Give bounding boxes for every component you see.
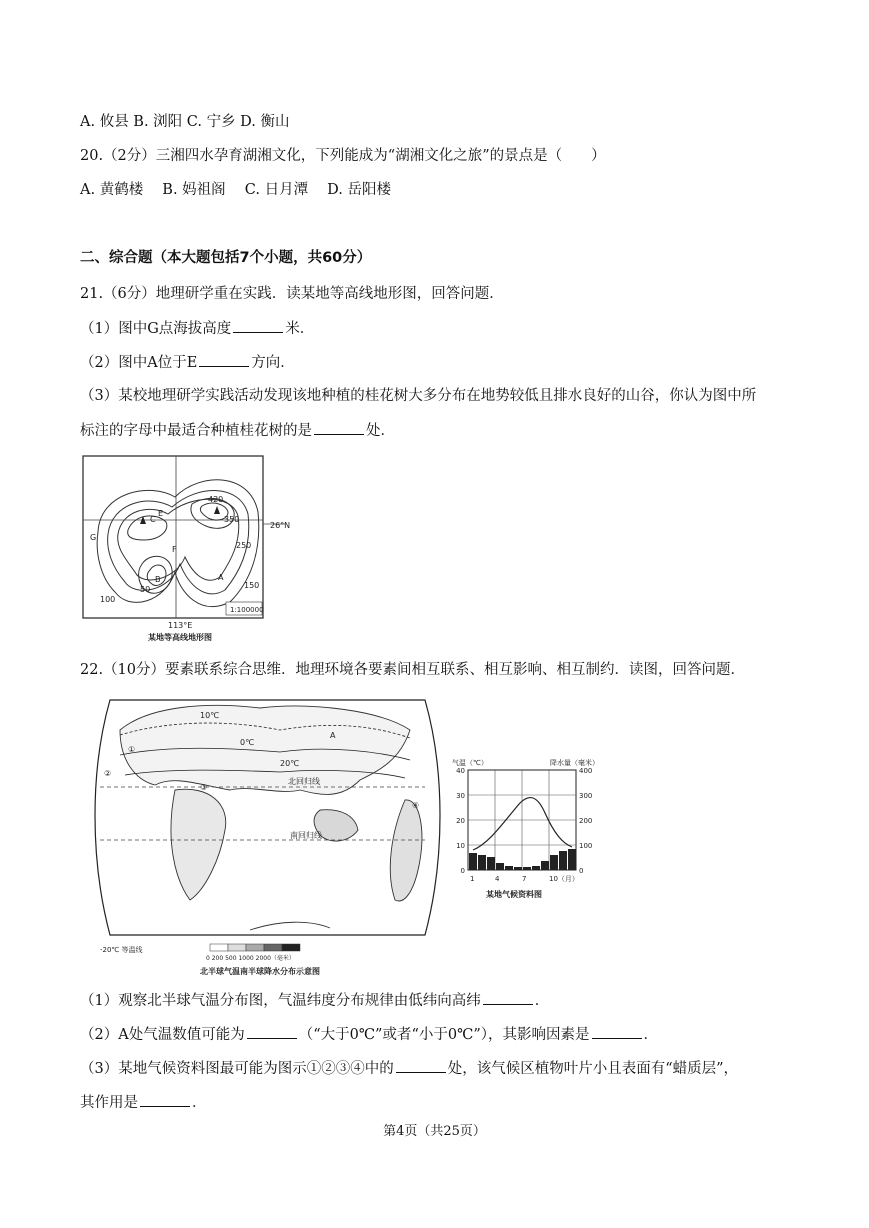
month-tick: 1 — [470, 875, 475, 883]
svg-text:A: A — [330, 731, 336, 740]
svg-text:①: ① — [128, 745, 136, 754]
month-tick: 7 — [522, 875, 527, 883]
isotherm-label: 20℃ — [280, 759, 300, 768]
tropic-cancer-label: 北回归线 — [288, 777, 320, 786]
world-temperature-precipitation-map — [80, 690, 445, 980]
precip-axis-label: 降水量（毫米） — [550, 759, 599, 767]
map-scale: 1:100000 — [230, 606, 264, 614]
precip-tick: 300 — [579, 792, 593, 800]
month-tick: 4 — [495, 875, 500, 883]
legend-precipitation: 0 200 500 1000 2000（毫米） — [206, 955, 295, 962]
temp-tick: 10 — [456, 842, 465, 850]
q22-part3-cont: 其作用是 ． — [80, 1092, 207, 1113]
q22-stem: 22.（10分）要素联系综合思维．地理环境各要素间相互联系、相互影响、相互制约．读图，回答问题． — [80, 662, 746, 678]
answer-blank — [314, 420, 364, 435]
svg-text:G: G — [90, 533, 97, 542]
answer-blank — [233, 318, 283, 333]
svg-text:E: E — [158, 509, 164, 518]
precip-tick: 0 — [579, 867, 584, 875]
q21-part3-cont: 标注的字母中最适合种植桂花树的是 处． — [80, 420, 395, 441]
svg-text:C: C — [150, 515, 156, 524]
q20-options: A. 黄鹤楼 B. 妈祖阁 C. 日月潭 D. 岳阳楼 — [80, 182, 392, 198]
page-footer: 第4页（共25页） — [383, 1124, 486, 1139]
answer-blank — [247, 1024, 297, 1039]
svg-text:B: B — [155, 575, 161, 584]
tropic-capricorn-label: 南回归线 — [290, 831, 322, 840]
section2-title: 二、综合题（本大题包括7个小题，共60分） — [80, 250, 372, 266]
answer-blank — [592, 1024, 642, 1039]
q19-options: A. 攸县 B. 浏阳 C. 宁乡 D. 衡山 — [80, 114, 290, 130]
q22-part1: （1）观察北半球气温分布图，气温纬度分布规律由低纬向高纬 ． — [80, 990, 549, 1011]
precip-tick: 100 — [579, 842, 593, 850]
temp-tick: 40 — [456, 767, 465, 775]
svg-text:113°E: 113°E — [168, 621, 193, 630]
svg-text:50: 50 — [140, 585, 151, 594]
answer-blank — [483, 990, 533, 1005]
isotherm-label: 10℃ — [200, 711, 220, 720]
temp-axis-label: 气温（℃） — [452, 759, 488, 767]
temp-tick: 0 — [460, 867, 465, 875]
q21-part2: （2）图中A位于E 方向． — [80, 352, 295, 373]
precip-tick: 200 — [579, 817, 593, 825]
svg-text:A: A — [218, 573, 224, 582]
svg-text:150: 150 — [244, 581, 260, 590]
precip-tick: 400 — [579, 767, 593, 775]
svg-text:④: ④ — [412, 801, 420, 810]
answer-blank — [140, 1092, 190, 1107]
q21-part3: （3）某校地理研学实践活动发现该地种植的桂花树大多分布在地势较低且排水良好的山谷，你认为图中所 — [80, 388, 757, 404]
answer-blank — [199, 352, 249, 367]
svg-text:F: F — [172, 545, 177, 554]
svg-text:350: 350 — [224, 515, 240, 524]
svg-text:250: 250 — [236, 541, 252, 550]
month-tick: 10（月） — [549, 875, 579, 883]
answer-blank — [396, 1058, 446, 1073]
contour-map-caption: 某地等高线地形图 — [148, 633, 212, 642]
svg-text:③: ③ — [200, 783, 208, 792]
world-map-caption: 北半球气温南半球降水分布示意图 — [200, 967, 320, 976]
q22-part3: （3）某地气候资料图最可能为图示①②③④中的 处，该气候区植物叶片小且表面有“蜡质层”， — [80, 1058, 738, 1079]
q21-stem: 21.（6分）地理研学重在实践．读某地等高线地形图，回答问题． — [80, 286, 504, 302]
q20-stem: 20.（2分）三湘四水孕育湖湘文化，下列能成为“湖湘文化之旅”的景点是（ ） — [80, 148, 606, 164]
climate-chart-caption: 某地气候资料图 — [486, 890, 542, 899]
q21-part1: （1）图中G点海拔高度 米． — [80, 318, 314, 339]
temp-tick: 20 — [456, 817, 465, 825]
svg-text:②: ② — [104, 769, 112, 778]
svg-text:100: 100 — [100, 595, 116, 604]
isotherm-label: 0℃ — [240, 738, 255, 747]
q22-part2: （2）A处气温数值可能为 （“大于0℃”或者“小于0℃”），其影响因素是 ． — [80, 1024, 658, 1045]
svg-text:26°N: 26°N — [270, 521, 291, 530]
legend-isotherm: -20℃ 等温线 — [100, 946, 143, 954]
temp-tick: 30 — [456, 792, 465, 800]
svg-text:420: 420 — [208, 495, 224, 504]
contour-map — [80, 452, 295, 647]
climate-chart — [450, 755, 610, 905]
